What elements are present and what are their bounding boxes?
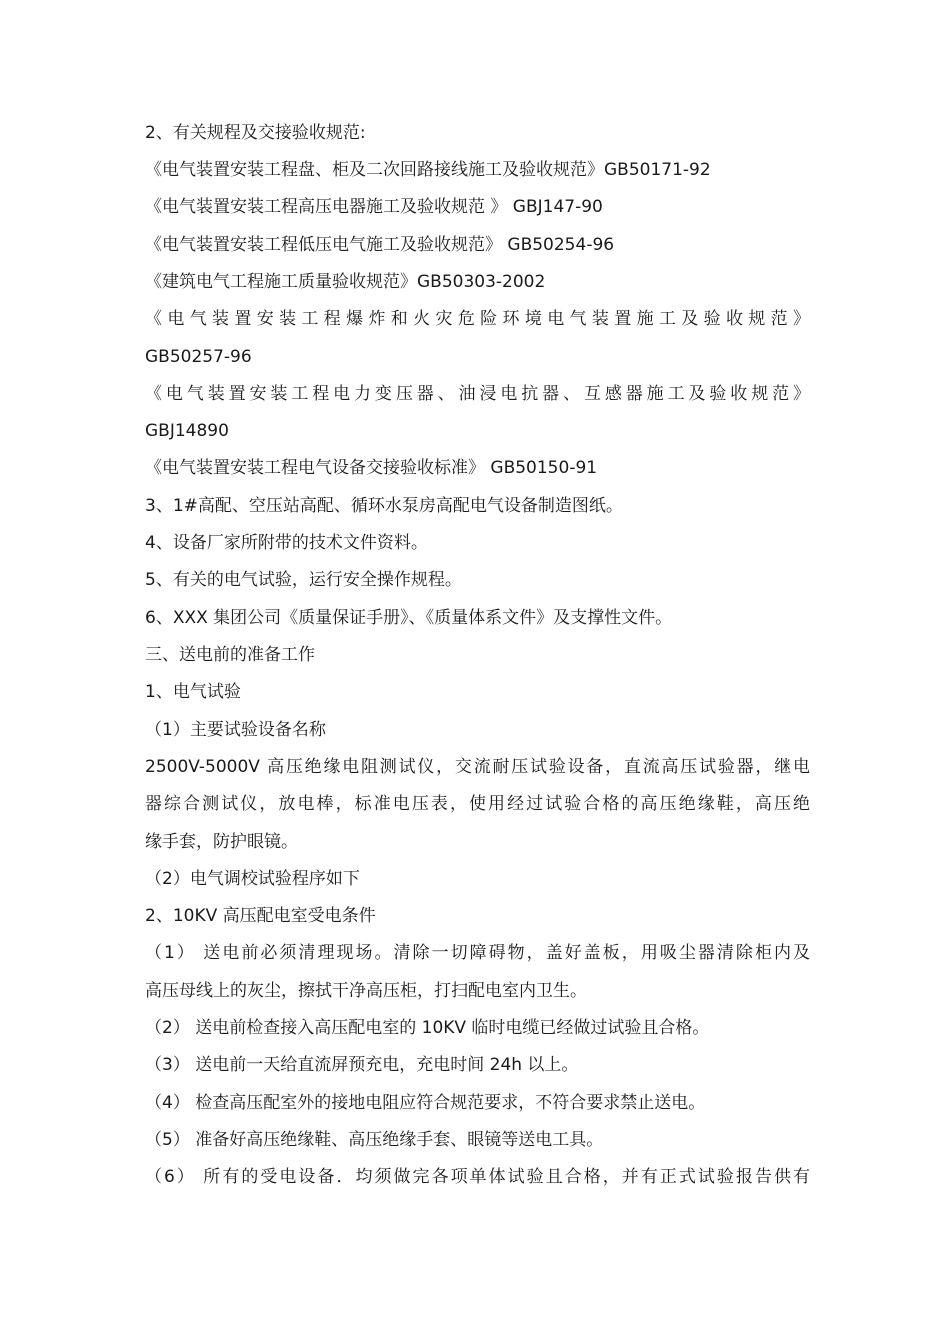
text-line: 器综合测试仪，放电棒，标准电压表，使用经过试验合格的高压绝缘鞋，高压绝	[145, 794, 810, 814]
text-line: （4） 检查高压配室外的接地电阻应符合规范要求，不符合要求禁止送电。	[145, 1093, 706, 1113]
text-line: 《电气装置安装工程爆炸和火灾危险环境电气装置施工及验收规范》	[145, 309, 810, 329]
text-line: （3） 送电前一天给直流屏预充电，充电时间 24h 以上。	[145, 1055, 579, 1075]
text-line: 高压母线上的灰尘，擦拭干净高压柜，打扫配电室内卫生。	[145, 981, 587, 1001]
text-line: 《电气装置安装工程电力变压器、油浸电抗器、互感器施工及验收规范》	[145, 384, 810, 404]
text-line: 《电气装置安装工程盘、柜及二次回路接线施工及验收规范》GB50171-92	[145, 160, 711, 180]
text-line: （2）电气调校试验程序如下	[145, 869, 360, 889]
text-line: （5） 准备好高压绝缘鞋、高压绝缘手套、眼镜等送电工具。	[145, 1130, 604, 1150]
text-line: 《电气装置安装工程低压电气施工及验收规范》 GB50254-96	[145, 235, 615, 255]
text-line: （6） 所有的受电设备．均须做完各项单体试验且合格，并有正式试验报告供有	[145, 1167, 810, 1187]
text-line: 6、XXX 集团公司《质量保证手册》、《质量体系文件》及支撑性文件。	[145, 608, 673, 628]
text-line: 《电气装置安装工程高压电器施工及验收规范 》 GBJ147-90	[145, 197, 603, 217]
text-line: 5、有关的电气试验，运行安全操作规程。	[145, 570, 462, 590]
text-line: 2500V-5000V 高压绝缘电阻测试仪，交流耐压试验设备，直流高压试验器，继电	[145, 757, 810, 777]
text-line: 《电气装置安装工程电气设备交接验收标准》 GB50150-91	[145, 458, 598, 478]
text-line: 2、有关规程及交接验收规范:	[145, 123, 366, 143]
section-heading: 三、送电前的准备工作	[145, 645, 315, 665]
text-line: 4、设备厂家所附带的技术文件资料。	[145, 533, 428, 553]
text-line: 2、10KV 高压配电室受电条件	[145, 906, 376, 926]
text-line: 3、1#高配、空压站高配、循环水泵房高配电气设备制造图纸。	[145, 496, 623, 516]
text-line: （2） 送电前检查接入高压配电室的 10KV 临时电缆已经做过试验且合格。	[145, 1018, 710, 1038]
text-line: GB50257-96	[145, 347, 252, 367]
text-line: 《建筑电气工程施工质量验收规范》GB50303-2002	[145, 272, 546, 292]
text-line: 缘手套，防护眼镜。	[145, 832, 298, 852]
text-line: GBJ14890	[145, 421, 229, 441]
text-line: 1、电气试验	[145, 682, 241, 702]
text-line: （1）主要试验设备名称	[145, 720, 326, 740]
text-line: （1） 送电前必须清理现场。清除一切障碍物，盖好盖板，用吸尘器清除柜内及	[145, 943, 810, 963]
